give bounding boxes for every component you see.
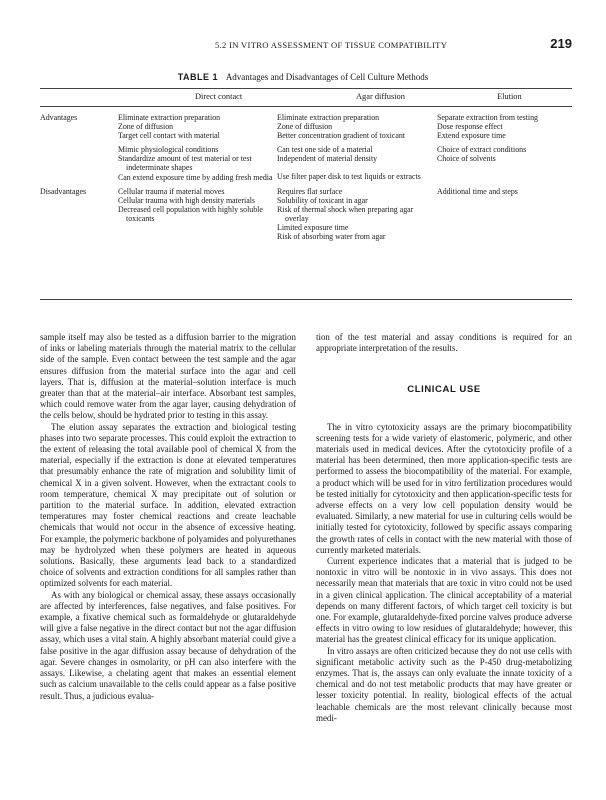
table-bottom-rule: [40, 299, 572, 300]
page-number: 219: [550, 36, 572, 51]
table-cell: [118, 113, 277, 140]
table-top-rule: [40, 88, 572, 89]
paragraph: tion of the test material and assay conditions is required for an appropriate interpretation of the results.: [316, 332, 572, 354]
paragraph: sample itself may also be tested as a diffusion barrier to the migration of inks or labeling materials through the material matrix to the cellular side of the sample. Even contact between the test sample and the agar ensures diffusion from the material surface into the agar and cell layers. That is, diffusion at the material–solution interface is much greater than that at the material–air interface. Absorbant test samples, which could remove water from the agar layer, causing dehydration of the cells below, should be hydrated prior to testing in this assay.: [40, 332, 296, 421]
row-label: Advantages: [40, 113, 78, 122]
cell-item: Additional time and steps: [437, 186, 518, 196]
right-column: [316, 332, 572, 724]
cell-item: Use filter paper disk to test liquids or extracts: [277, 172, 421, 182]
cell-item: Choice of extract conditions: [437, 145, 527, 155]
cell-item: Requires flat surface: [277, 186, 343, 196]
table-cell: [118, 187, 277, 242]
table-cell: [277, 187, 437, 242]
column-header-elution: Elution: [497, 92, 522, 101]
cell-item: Extend exposure time: [437, 131, 506, 141]
column-header-direct-contact: Direct contact: [195, 92, 243, 101]
column-header-agar-diffusion: Agar diffusion: [356, 92, 405, 101]
paragraph: The in vitro cytotoxicity assays are the primary biocompatibility screening tests for a wide variety of elastomeric, polymeric, and other materials used in medical devices. After the cytotoxicity profile of a material has been determined, then more application-specific tests are performed to assess the biocompatibility of the material. For example, a product which will be used for in vitro fertilization procedures would be tested initially for cytotoxicity and then application-specific tests for adverse effects on a very low cell population density would be evaluated. Similarly, a new material for use in culturing cells would be initially tested for cytotoxicity, followed by specific assays comparing the growth rates of cells in contact with the new material with those of currently marketed materials.: [316, 421, 572, 555]
cell-item: Can extend exposure time by adding fresh media: [118, 172, 273, 182]
table-body: [40, 113, 572, 246]
cell-item: Better concentration gradient of toxicant: [277, 131, 405, 141]
cell-item: Zone of diffusion: [277, 122, 333, 132]
left-column: [40, 332, 296, 702]
cell-item: Mimic physiological conditions: [118, 145, 219, 155]
running-head-title: 5.2 IN VITRO ASSESSMENT OF TISSUE COMPATIBILITY: [215, 40, 448, 50]
table-cell: [437, 145, 572, 181]
cell-item: Zone of diffusion: [118, 122, 174, 132]
section-heading: CLINICAL USE: [407, 384, 481, 396]
table-caption: [0, 72, 606, 82]
cell-item: Cellular trauma if material moves: [118, 186, 225, 196]
cell-item: Standardize amount of test material or test indeterminate shapes: [118, 154, 252, 173]
cell-item: Can test one side of a material: [277, 145, 373, 155]
row-label: [40, 145, 118, 181]
cell-item: Cellular trauma with high density materials: [118, 195, 255, 205]
cell-item: Choice of solvents: [437, 154, 496, 164]
table-cell: [437, 113, 572, 140]
cell-item: Solubility of toxicant in agar: [277, 195, 368, 205]
paragraph: In vitro assays are often criticized because they do not use cells with significant metabolic activity such as the P-450 drug-metabolizing enzymes. That is, the assays can only evaluate the innate toxicity of a chemical and do not test metabolic products that may have greater or lesser toxicity potential. In reality, biological effects of the actual leachable chemicals are the most relevant clinically because most medi-: [316, 645, 572, 723]
table-header-rule: [40, 106, 572, 107]
cell-item: Independent of material density: [277, 154, 378, 164]
table-row: [40, 113, 572, 140]
cell-item: Risk of absorbing water from agar: [277, 232, 386, 242]
table-cell: [118, 145, 277, 181]
table-cell: [277, 113, 437, 140]
cell-item: Eliminate extraction preparation: [277, 113, 380, 122]
table-title: Advantages and Disadvantages of Cell Culture Methods: [225, 72, 429, 82]
cell-item: Risk of thermal shock when preparing agar overlay: [277, 204, 414, 223]
table-label: TABLE 1: [177, 72, 219, 82]
cell-item: Separate extraction from testing: [437, 113, 539, 122]
row-label: Disadvantages: [40, 186, 87, 196]
table-row: [40, 187, 572, 242]
cell-item: Eliminate extraction preparation: [118, 113, 221, 122]
table-cell: [437, 187, 572, 242]
cell-item: Target cell contact with material: [118, 131, 220, 141]
cell-item: Decreased cell population with highly soluble toxicants: [118, 204, 263, 223]
table-cell: [277, 145, 437, 181]
running-head: [40, 38, 572, 54]
cell-item: Dose response effect: [437, 122, 503, 132]
cell-item: Limited exposure time: [277, 223, 349, 233]
paragraph: Current experience indicates that a material that is judged to be nontoxic in vitro will be nontoxic in in vivo assays. This does not necessarily mean that materials that are toxic in vitro could not be used in a given clinical application. The clinical acceptability of a material depends on many different factors, of which target cell toxicity is but one. For example, glutaraldehyde-fixed porcine valves produce adverse effects in vitro owing to low residues of glutaraldehyde; however, this material has the greatest clinical efficacy for its unique application.: [316, 556, 572, 645]
table-row: [40, 145, 572, 181]
paragraph: As with any biological or chemical assay, these assays occasionally are affected by interferences, false negatives, and false positives. For example, a fixative chemical such as formaldehyde or glutaraldehyde will give a false negative in the direct contact but not the agar diffusion assay, which uses a vital stain. A highly absorbant material could give a false positive in the agar diffusion assay because of dehydration of the agar. Severe changes in osmolarity, or pH can also interfere with the assays. Likewise, a chelating agent that makes an essential element such as calcium unavailable to the cells could appear as a false positive result. Thus, a judicious evalua-: [40, 589, 296, 701]
paragraph: The elution assay separates the extraction and biological testing phases into two separate processes. This could exploit the extraction to the extent of releasing the total available pool of chemical X from the material, especially if the extraction is done at elevated temperatures that presumably enhance the rate of migration and solubility limit of chemical X in a given solvent. However, when the extractant cools to room temperature, chemical X may precipitate out of solution or partition to the material surface. In addition, elevated extraction temperatures may foster chemical reactions and create leachable chemicals that would not occur in the absence of excessive heating. For example, the polymeric backbone of polyamides and polyurethanes may be hydrolyzed when these polymers are heated in aqueous solutions. Basically, these arguments lead back to a standardized choice of solvents and extraction conditions for all samples rather than optimized solvents for each material.: [40, 421, 296, 589]
